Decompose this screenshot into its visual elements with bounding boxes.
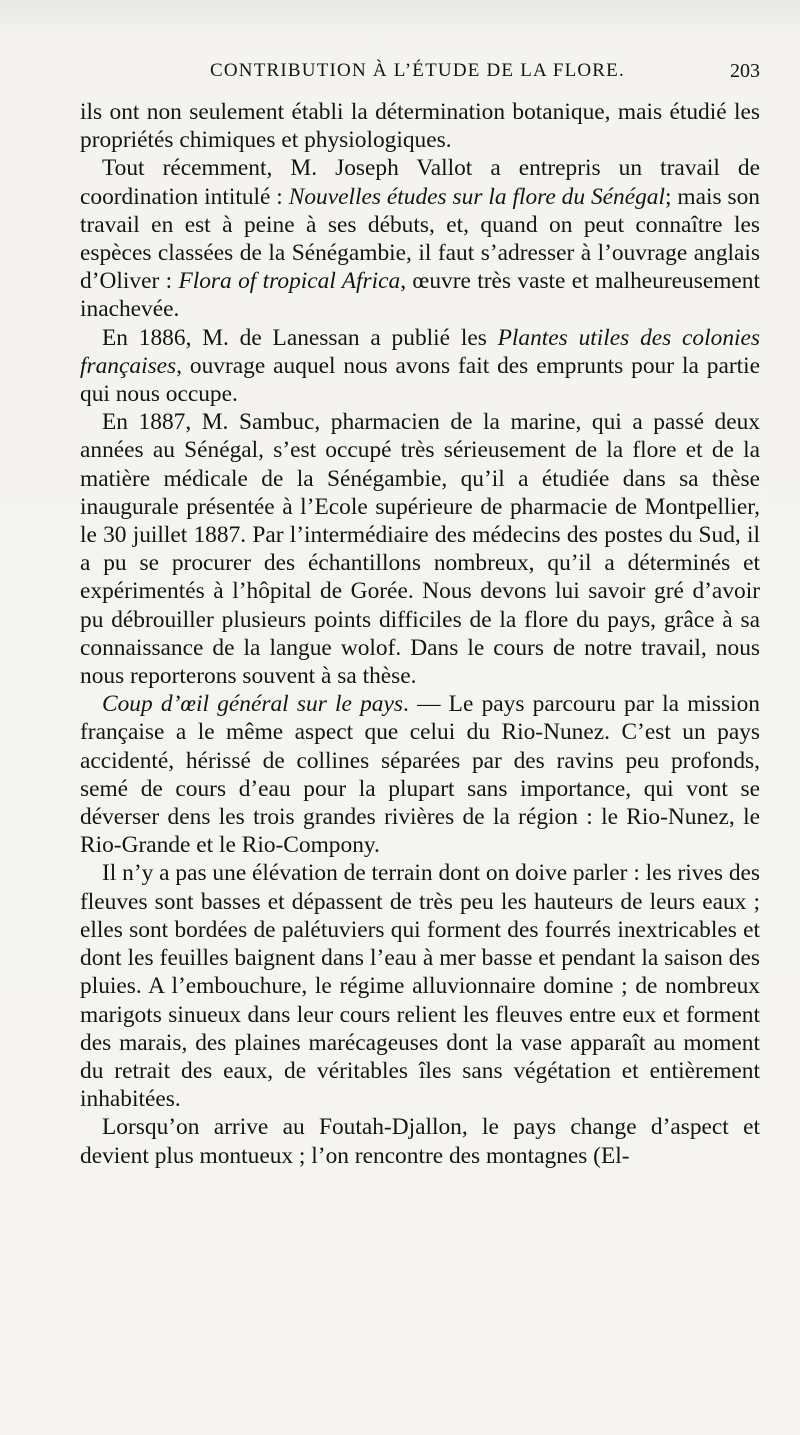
italic-title: Plantes utiles des colonies françaises — [80, 324, 760, 379]
running-title: CONTRIBUTION À L’ÉTUDE DE LA FLORE. — [210, 60, 625, 81]
text-run: , œuvre très vaste et malheureusement inachevée. — [80, 268, 760, 323]
paragraph — [80, 408, 760, 690]
italic-title: Flora of tropical Africa — [178, 268, 401, 295]
paragraph — [80, 98, 760, 154]
paragraph — [80, 690, 760, 859]
text-run: , ouvrage auquel nous avons fait des emprunts pour la partie qui nous occupe. — [80, 352, 760, 408]
italic-title: Nouvelles études sur la flore du Sénégal — [288, 183, 666, 210]
italic-title: Coup d’œil général sur le pays — [102, 691, 403, 718]
text-run: ils ont non seulement établi la détermination botanique, mais étudié les propriétés chimiques et physiologiques. — [80, 99, 760, 154]
text-run: Lorsqu’on arrive au Foutah-Djallon, le pays change d’aspect et devient plus montueux ; l’on rencontre des montagnes (El- — [80, 1114, 760, 1169]
page-header — [80, 60, 760, 88]
paragraph — [80, 1113, 760, 1169]
paragraph — [80, 324, 760, 409]
text-run: Il n’y a pas une élévation de terrain dont on doive parler : les rives des fleuves sont basses et dépassent de très peu les hauteurs de leurs eaux ; elles sont bordées de palétuviers qui forment des fourrés inextricables et dont les feuilles baignent dans l’eau à mer basse et pendant la saison des pluies. A l’embouchure, le régime alluvionnaire domine ; de nombreux marigots sinueux dans leur cours relient les fleuves entre eux et forment des marais, des plaines marécageuses dont la vase apparaît au moment du retrait des eaux, de véritables îles sans végétation et entièrement inhabitées. — [80, 860, 760, 1113]
text-run: En 1887, M. Sambuc, pharmacien de la marine, qui a passé deux années au Sénégal, s’est occupé très sérieusement de la flore et de la matière médicale de la Sénégambie, qu’il a étudiée dans sa thèse inaugurale présentée à l’Ecole supérieure de pharmacie de Montpellier, le 30 juillet 1887. Par l’intermédiaire des médecins des postes du Sud, il a pu se procurer des échantillons nombreux, qu’il a déterminés et expérimentés à l’hôpital de Gorée. Nous devons lui savoir gré d’avoir pu débrouiller plusieurs points difficiles de la flore du pays, grâce à sa connaissance de la langue wolof. Dans le cours de notre travail, nous nous reporterons souvent à sa thèse. — [80, 409, 760, 690]
text-run: Tout récemment, M. Joseph Vallot a entrepris un travail de coordination intitulé : — [80, 155, 760, 210]
text-run: . — Le pays parcouru par la mission française a le même aspect que celui du Rio-Nunez. C’est un pays accidenté, hérissé de collines séparées par des ravins peu profonds, semé de cours d’eau pour la plupart sans importance, qui vont se déverser dens les trois grandes rivières de la région : le Rio-Nunez, le Rio-Grande et le Rio-Compony. — [80, 691, 760, 859]
page-number: 203 — [730, 60, 760, 82]
text-run: En 1886, M. de Lanessan a publié les — [102, 324, 498, 351]
paragraph — [80, 859, 760, 1113]
paragraph — [80, 154, 760, 323]
text-run: ; mais son travail en est à peine à ses débuts, et, quand on peut connaître les espèces classées de la Sénégambie, il faut s’adresser à l’ouvrage anglais d’Oliver : — [80, 183, 761, 295]
body-text — [80, 98, 760, 1170]
